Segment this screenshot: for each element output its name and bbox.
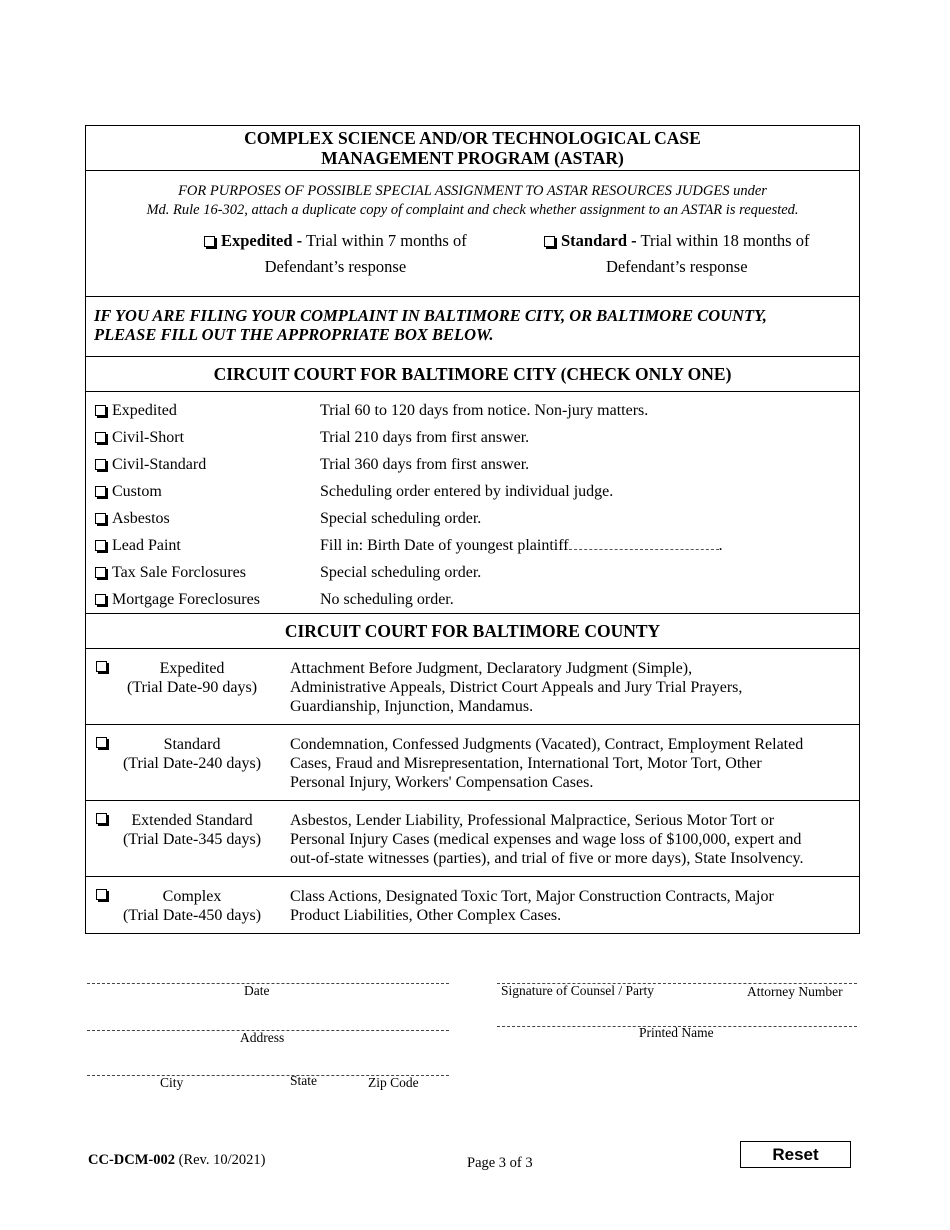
astar-standard-option <box>544 228 809 280</box>
county-track-desc <box>290 811 849 868</box>
city-row-label: Lead Paint <box>112 537 181 554</box>
form-number: CC-DCM-002 <box>88 1152 175 1168</box>
city-row-label: Civil-Standard <box>112 456 207 473</box>
astar-expedited-line-2: Defendant’s response <box>264 257 407 276</box>
astar-note-line-2: Md. Rule 16-302, attach a duplicate copy of complaint and check whether assignment to an ASTAR is requested. <box>146 202 799 218</box>
track-desc-line: Attachment Before Judgment, Declaratory Judgment (Simple), <box>290 660 693 677</box>
title-line-1: COMPLEX SCIENCE AND/OR TECHNOLOGICAL CASE <box>244 128 701 148</box>
city-row-label: Mortgage Foreclosures <box>112 591 260 608</box>
city-row-tax-sale <box>86 559 859 586</box>
date-label: Date <box>244 983 270 998</box>
astar-standard-line-2: Defendant’s response <box>605 257 748 276</box>
astar-expedited-line-1: Trial within 7 months of <box>305 231 467 250</box>
city-row-mortgage <box>86 586 859 613</box>
city-row-label: Custom <box>112 483 162 500</box>
page-number: Page 3 of 3 <box>467 1155 533 1171</box>
signature-label: Signature of Counsel / Party <box>501 983 654 998</box>
track-trial-date: (Trial Date-90 days) <box>126 679 258 696</box>
zip-label: Zip Code <box>368 1075 419 1090</box>
city-row-label: Asbestos <box>112 510 170 527</box>
track-desc-line: Administrative Appeals, District Court Appeals and Jury Trial Prayers, <box>290 679 743 696</box>
city-row-desc: Trial 210 days from first answer. <box>320 429 530 446</box>
track-name: Extended Standard <box>131 812 253 829</box>
lead-paint-desc: Fill in: Birth Date of youngest plaintiff <box>320 537 569 554</box>
state-label: State <box>290 1073 317 1088</box>
city-row-civil-short <box>86 424 859 451</box>
form-revision: (Rev. 10/2021) <box>178 1152 266 1168</box>
track-desc-line: out-of-state witnesses (parties), and trial of five or more days), State Insolvency. <box>290 850 804 867</box>
county-heading: CIRCUIT COURT FOR BALTIMORE COUNTY <box>86 613 859 648</box>
city-tax-sale-checkbox[interactable] <box>95 567 106 578</box>
astar-note <box>86 182 859 220</box>
city-asbestos-checkbox[interactable] <box>95 513 106 524</box>
county-track-label <box>106 887 278 925</box>
track-desc-line: Class Actions, Designated Toxic Tort, Major Construction Contracts, Major <box>290 888 774 905</box>
form-id <box>88 1152 265 1169</box>
city-heading: CIRCUIT COURT FOR BALTIMORE CITY (CHECK ONLY ONE) <box>86 356 859 391</box>
city-row-desc: Trial 60 to 120 days from notice. Non-jury matters. <box>320 402 649 419</box>
city-label: City <box>160 1075 184 1090</box>
county-track-expedited <box>86 648 859 724</box>
track-desc-line: Cases, Fraud and Misrepresentation, International Tort, Motor Tort, Other <box>290 755 762 772</box>
city-row-desc: Trial 360 days from first answer. <box>320 456 530 473</box>
city-row-custom <box>86 478 859 505</box>
filing-notice-line-1: IF YOU ARE FILING YOUR COMPLAINT IN BALTIMORE CITY, OR BALTIMORE COUNTY, <box>94 306 767 325</box>
astar-standard-checkbox[interactable] <box>544 236 555 247</box>
city-custom-checkbox[interactable] <box>95 486 106 497</box>
lead-paint-suffix: . <box>718 537 723 554</box>
filing-notice <box>86 296 859 356</box>
form-title <box>86 126 859 170</box>
city-civil-standard-checkbox[interactable] <box>95 459 106 470</box>
city-row-desc: No scheduling order. <box>320 591 454 608</box>
track-desc-line: Asbestos, Lender Liability, Professional Malpractice, Serious Motor Tort or <box>290 812 775 829</box>
birth-date-field[interactable] <box>569 535 719 550</box>
city-track-list <box>86 391 859 613</box>
track-name: Standard <box>163 736 221 753</box>
track-trial-date: (Trial Date-240 days) <box>122 755 262 772</box>
title-line-2: MANAGEMENT PROGRAM (ASTAR) <box>321 148 624 168</box>
county-track-standard <box>86 724 859 800</box>
track-desc-line: Guardianship, Injunction, Mandamus. <box>290 698 534 715</box>
attorney-number-label: Attorney Number <box>747 984 843 999</box>
city-civil-short-checkbox[interactable] <box>95 432 106 443</box>
track-desc-line: Product Liabilities, Other Complex Cases. <box>290 907 562 924</box>
city-row-desc: Scheduling order entered by individual judge. <box>320 483 614 500</box>
city-row-label: Tax Sale Forclosures <box>112 564 246 581</box>
county-track-complex <box>86 876 859 933</box>
county-track-desc <box>290 659 849 716</box>
track-name: Complex <box>162 888 222 905</box>
track-desc-line: Condemnation, Confessed Judgments (Vacated), Contract, Employment Related <box>290 736 804 753</box>
reset-button[interactable]: Reset <box>740 1141 851 1168</box>
track-desc-line: Personal Injury Cases (medical expenses and wage loss of $100,000, expert and <box>290 831 802 848</box>
track-name: Expedited <box>159 660 225 677</box>
astar-expedited-option <box>204 228 467 280</box>
astar-note-line-1: FOR PURPOSES OF POSSIBLE SPECIAL ASSIGNMENT TO ASTAR RESOURCES JUDGES under <box>178 183 767 199</box>
astar-form <box>85 125 860 934</box>
astar-expedited-checkbox[interactable] <box>204 236 215 247</box>
city-row-label: Civil-Short <box>112 429 185 446</box>
county-track-label <box>106 735 278 773</box>
county-track-label <box>106 659 278 697</box>
astar-standard-line-1: Trial within 18 months of <box>640 231 810 250</box>
city-row-desc: Special scheduling order. <box>320 564 482 581</box>
city-row-civil-standard <box>86 451 859 478</box>
city-expedited-checkbox[interactable] <box>95 405 106 416</box>
printed-name-label: Printed Name <box>639 1025 714 1040</box>
city-row-expedited <box>86 397 859 424</box>
address-label: Address <box>240 1030 285 1045</box>
county-track-desc <box>290 735 849 792</box>
astar-standard-label: Standard - <box>561 231 637 250</box>
track-trial-date: (Trial Date-345 days) <box>122 831 262 848</box>
city-mortgage-checkbox[interactable] <box>95 594 106 605</box>
city-row-desc: Special scheduling order. <box>320 510 482 527</box>
city-lead-paint-checkbox[interactable] <box>95 540 106 551</box>
city-row-desc <box>320 532 723 559</box>
city-row-asbestos <box>86 505 859 532</box>
astar-intro <box>86 170 859 296</box>
track-desc-line: Personal Injury, Workers' Compensation Cases. <box>290 774 594 791</box>
county-track-label <box>106 811 278 849</box>
astar-expedited-label: Expedited - <box>221 231 303 250</box>
city-row-lead-paint <box>86 532 859 559</box>
filing-notice-line-2: PLEASE FILL OUT THE APPROPRIATE BOX BELOW. <box>94 325 494 344</box>
county-track-desc <box>290 887 849 925</box>
track-trial-date: (Trial Date-450 days) <box>122 907 262 924</box>
city-row-label: Expedited <box>112 402 177 419</box>
county-track-extended-standard <box>86 800 859 876</box>
